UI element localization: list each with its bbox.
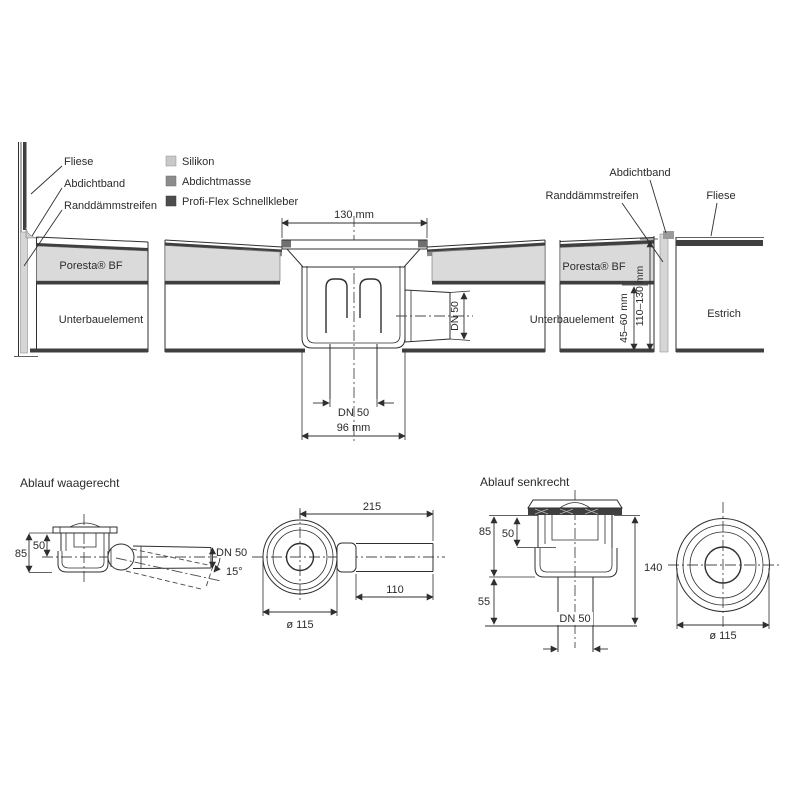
poresta-layer [165, 246, 280, 282]
dim-dn50-bottom: DN 50 [337, 407, 370, 419]
corner-seal [663, 231, 674, 239]
dim-dn50-vertical: DN 50 [559, 613, 591, 625]
dim-140: 140 [644, 562, 663, 574]
legend-swatch-profiflex [166, 196, 176, 206]
unterbauelement-label-right: Unterbauelement [529, 314, 615, 326]
dim-85-vertical: 85 [478, 526, 492, 538]
edge-strip [21, 232, 28, 353]
profiflex-block-left [282, 241, 291, 248]
cover-plate [528, 500, 622, 508]
dim-50-vertical: 50 [501, 528, 515, 540]
title-senkrecht: Ablauf senkrecht [480, 475, 570, 489]
dim-110-130: 110–130 mm [634, 265, 646, 327]
estrich-label: Estrich [707, 308, 741, 320]
fliese-label-right: Fliese [706, 190, 736, 202]
dim-130mm: 130 mm [334, 209, 374, 221]
wall-tile [23, 142, 27, 230]
ball-joint-top [337, 543, 356, 572]
drain-flange-plate [282, 240, 427, 249]
abdichtband-label-right: Abdichtband [609, 167, 671, 179]
poresta-label-left: Poresta® BF [59, 260, 123, 272]
dim-45-60: 45–60 mm [618, 293, 630, 343]
tile-estrich-side [676, 240, 763, 246]
poresta-label-right: Poresta® BF [562, 261, 626, 273]
drain-funnel [287, 249, 420, 267]
profiflex-block-right [418, 241, 427, 248]
dim-dia115-vertical: ø 115 [709, 630, 737, 642]
dim-dn50-side: DN 50 [449, 301, 461, 331]
dim-85-horizontal: 85 [14, 548, 28, 560]
randdaemmstreifen-label-right: Randdämmstreifen [545, 190, 639, 202]
legend-label-silikon: Silikon [182, 156, 215, 168]
fliese-label-left: Fliese [64, 156, 94, 168]
dim-dn50-horizontal: DN 50 [216, 547, 248, 559]
dim-15deg: 15° [226, 566, 243, 578]
legend-swatch-abdichtmasse [166, 176, 176, 186]
legend-item-profiflex [166, 196, 298, 208]
edge-strip-right [660, 234, 668, 352]
randdaemmstreifen-label-left: Randdämmstreifen [64, 200, 157, 212]
legend-item-silikon [166, 156, 214, 168]
legend-label-profiflex: Profi-Flex Schnellkleber [182, 196, 299, 208]
ball-joint [108, 544, 134, 570]
dim-55: 55 [477, 596, 491, 608]
abdichtband-label-left: Abdichtband [64, 178, 126, 190]
dim-110: 110 [386, 584, 404, 596]
legend-swatch-silikon [166, 156, 176, 166]
poresta-layer [432, 246, 545, 282]
dim-96mm: 96 mm [336, 422, 371, 434]
dim-50-horizontal: 50 [32, 540, 46, 552]
dim-215: 215 [362, 501, 382, 513]
unterbauelement-label-left: Unterbauelement [58, 314, 144, 326]
grate-plate [53, 527, 117, 533]
title-waagerecht: Ablauf waagerecht [20, 476, 120, 490]
dim-dia115-horizontal: ø 115 [286, 619, 314, 631]
legend-label-abdichtmasse: Abdichtmasse [182, 176, 252, 188]
